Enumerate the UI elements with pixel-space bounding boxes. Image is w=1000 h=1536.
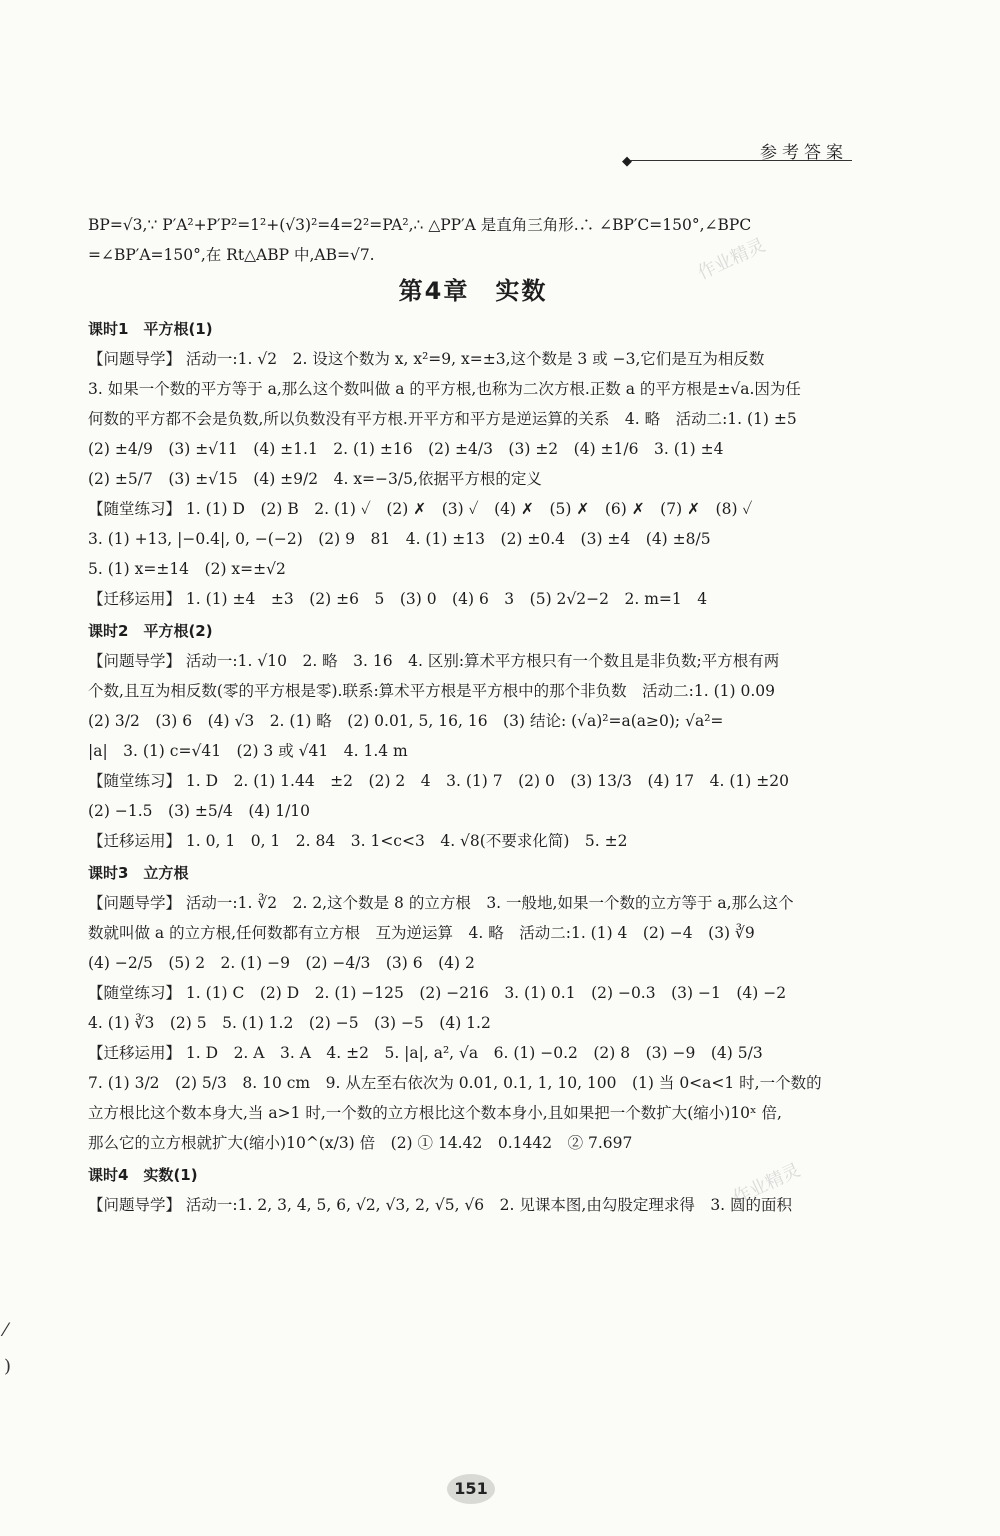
lesson-title: 课时4 实数(1) bbox=[88, 1166, 198, 1184]
answer-line: (4) −2/5 (5) 2 2. (1) −9 (2) −4/3 (3) 6 (4) 2 bbox=[88, 954, 475, 972]
answer-line: 【问题导学】 活动一:1. 2, 3, 4, 5, 6, √2, √3, 2, √5, √6 2. 见课本图,由勾股定理求得 3. 圆的面积 bbox=[88, 1196, 793, 1214]
watermark: 作业精灵 bbox=[694, 234, 769, 285]
answer-line: 【迁移运用】 1. (1) ±4 ±3 (2) ±6 5 (3) 0 (4) 6 3 (5) 2√2−2 2. m=1 4 bbox=[88, 590, 708, 608]
intro-line: =∠BP′A=150°,在 Rt△ABP 中,AB=√7. bbox=[88, 246, 375, 264]
lesson-4 bbox=[88, 1160, 858, 1220]
margin-bracket-icon: ) bbox=[4, 1356, 12, 1377]
intro-line: BP=√3,∵ P′A²+P′P²=1²+(√3)²=4=2²=PA²,∴ △PP′A 是直角三角形.∴ ∠BP′C=150°,∠BPC bbox=[88, 216, 752, 234]
answer-line: (2) ±4/9 (3) ±√11 (4) ±1.1 2. (1) ±16 (2) ±4/3 (3) ±2 (4) ±1/6 3. (1) ±4 bbox=[88, 440, 724, 458]
answer-line: 【随堂练习】 1. (1) D (2) B 2. (1) ✓ (2) ✗ (3) ✓ (4) ✗ (5) ✗ (6) ✗ (7) ✗ (8) ✓ bbox=[88, 500, 753, 518]
lesson-title: 课时2 平方根(2) bbox=[88, 622, 213, 640]
answer-line: 【随堂练习】 1. (1) C (2) D 2. (1) −125 (2) −216 3. (1) 0.1 (2) −0.3 (3) −1 (4) −2 bbox=[88, 984, 787, 1002]
answer-line: (2) ±5/7 (3) ±√15 (4) ±9/2 4. x=−3/5,依据平方根的定义 bbox=[88, 470, 542, 488]
answer-line: 【迁移运用】 1. D 2. A 3. A 4. ±2 5. |a|, a², √a 6. (1) −0.2 (2) 8 (3) −9 (4) 5/3 bbox=[88, 1044, 763, 1062]
answer-content bbox=[88, 210, 858, 1220]
lesson-title: 课时1 平方根(1) bbox=[88, 320, 213, 338]
header-title: 参考答案 bbox=[760, 143, 848, 163]
diamond-icon: ◆ bbox=[622, 154, 632, 169]
answer-line: |a| 3. (1) c=√41 (2) 3 或 √41 4. 1.4 m bbox=[88, 742, 408, 760]
lesson-3 bbox=[88, 858, 858, 1158]
answer-line: 【问题导学】 活动一:1. √2 2. 设这个数为 x, x²=9, x=±3,这个数是 3 或 −3,它们是互为相反数 bbox=[88, 350, 765, 368]
answer-line: 数就叫做 a 的立方根,任何数都有立方根 互为逆运算 4. 略 活动二:1. (1) 4 (2) −4 (3) ∛9 bbox=[88, 924, 755, 942]
answer-line: 7. (1) 3/2 (2) 5/3 8. 10 cm 9. 从左至右依次为 0.01, 0.1, 1, 10, 100 (1) 当 0<a<1 时,一个数的 bbox=[88, 1074, 822, 1092]
answer-line: 个数,且互为相反数(零的平方根是零).联系:算术平方根是平方根中的那个非负数 活动二:1. (1) 0.09 bbox=[88, 682, 776, 700]
answer-line: 【问题导学】 活动一:1. √10 2. 略 3. 16 4. 区别:算术平方根只有一个数且是非负数;平方根有两 bbox=[88, 652, 780, 670]
answer-line: 3. (1) +13, |−0.4|, 0, −(−2) (2) 9 81 4. (1) ±13 (2) ±0.4 (3) ±4 (4) ±8/5 bbox=[88, 530, 711, 548]
answer-line: 那么它的立方根就扩大(缩小)10^(x/3) 倍 (2) ① 14.42 0.1442 ② 7.697 bbox=[88, 1134, 633, 1152]
answer-line: 5. (1) x=±14 (2) x=±√2 bbox=[88, 560, 286, 578]
lesson-1 bbox=[88, 314, 858, 614]
answer-line: 【随堂练习】 1. D 2. (1) 1.44 ±2 (2) 2 4 3. (1) 7 (2) 0 (3) 13/3 (4) 17 4. (1) ±20 bbox=[88, 772, 789, 790]
lesson-2 bbox=[88, 616, 858, 856]
chapter-title: 第4章 实数 bbox=[398, 277, 548, 305]
watermark: 作业精灵 bbox=[729, 1159, 804, 1210]
running-header bbox=[620, 138, 852, 168]
answer-line: 【迁移运用】 1. 0, 1 0, 1 2. 84 3. 1<c<3 4. √8(不要求化简) 5. ±2 bbox=[88, 832, 628, 850]
answer-line: 【问题导学】 活动一:1. ∛2 2. 2,这个数是 8 的立方根 3. 一般地,如果一个数的立方等于 a,那么这个 bbox=[88, 894, 794, 912]
answer-line: (2) 3/2 (3) 6 (4) √3 2. (1) 略 (2) 0.01, 5, 16, 16 (3) 结论: (√a)²=a(a≥0); √a²= bbox=[88, 712, 724, 730]
page-number: 151 bbox=[447, 1474, 495, 1504]
margin-tick-icon: ⁄ bbox=[4, 1320, 8, 1341]
answer-line: 4. (1) ∛3 (2) 5 5. (1) 1.2 (2) −5 (3) −5 (4) 1.2 bbox=[88, 1014, 491, 1032]
answer-line: 立方根比这个数本身大,当 a>1 时,一个数的立方根比这个数本身小,且如果把一个数扩大(缩小)10ˣ 倍, bbox=[88, 1104, 782, 1122]
lesson-title: 课时3 立方根 bbox=[88, 864, 189, 882]
answer-line: 何数的平方都不会是负数,所以负数没有平方根.开平方和平方是逆运算的关系 4. 略 活动二:1. (1) ±5 bbox=[88, 410, 797, 428]
answer-line: (2) −1.5 (3) ±5/4 (4) 1/10 bbox=[88, 802, 311, 820]
answer-line: 3. 如果一个数的平方等于 a,那么这个数叫做 a 的平方根,也称为二次方根.正数 a 的平方根是±√a.因为任 bbox=[88, 380, 801, 398]
